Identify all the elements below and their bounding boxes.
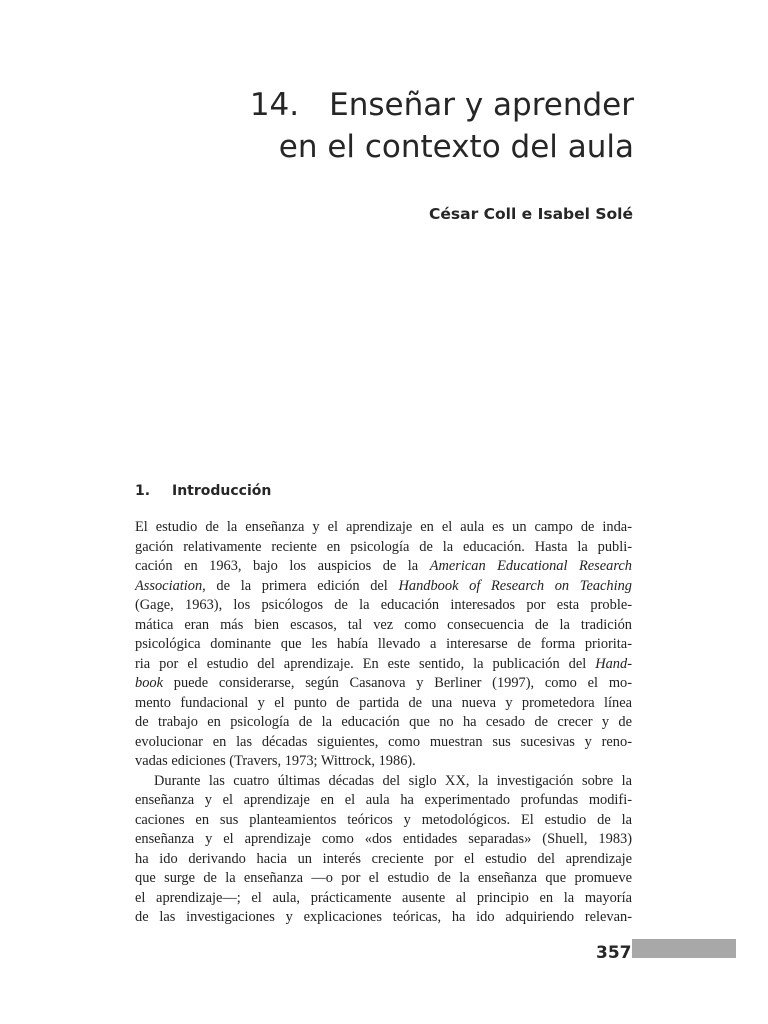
page-number: 357 xyxy=(596,943,632,963)
text-line xyxy=(135,908,632,928)
text-line xyxy=(135,733,632,753)
section-title: Introducción xyxy=(172,483,272,499)
text-line xyxy=(135,850,632,870)
text-line xyxy=(135,713,632,733)
italic-text: American Educational Research xyxy=(429,558,633,574)
chapter-authors: César Coll e Isabel Solé xyxy=(429,205,633,223)
text-run: (Gage, 1963), los psicólogos de la educación interesados por esta proble- xyxy=(135,597,632,613)
page-number-bar xyxy=(632,939,736,958)
text-run: de las investigaciones y explicaciones teóricas, ha ido adquiriendo relevan- xyxy=(135,909,632,925)
text-line xyxy=(135,889,632,909)
chapter-title xyxy=(134,84,634,168)
text-run: , de la primera edición del xyxy=(202,577,399,594)
italic-text: Association xyxy=(135,577,203,594)
text-run: enseñanza y el aprendizaje como «dos entidades separadas» (Shuell, 1983) xyxy=(135,831,632,847)
chapter-title-line-2: en el contexto del aula xyxy=(278,129,634,165)
paragraph-2 xyxy=(135,772,632,928)
text-run: el aprendizaje—; el aula, prácticamente ausente al principio en la mayoría xyxy=(135,889,632,906)
text-run: El estudio de la enseñanza y el aprendizaje en el aula es un campo de inda- xyxy=(135,519,632,535)
text-line xyxy=(135,791,632,811)
text-line xyxy=(135,694,632,714)
text-line xyxy=(135,577,632,597)
text-line xyxy=(135,811,632,831)
text-line xyxy=(135,674,632,694)
text-line xyxy=(135,752,632,772)
text-line xyxy=(135,635,632,655)
text-run: mento fundacional y el punto de partida de una nueva y prometedora línea xyxy=(135,694,632,711)
text-line xyxy=(135,616,632,636)
italic-text: book xyxy=(135,675,163,691)
text-line xyxy=(135,830,632,850)
chapter-title-text-1: Enseñar y aprender xyxy=(329,87,634,123)
italic-text: Handbook of Research on Teaching xyxy=(398,577,633,594)
chapter-title-line-1 xyxy=(134,84,634,126)
section-heading xyxy=(135,483,271,499)
text-line xyxy=(135,518,632,538)
text-run: cación en 1963, bajo los auspicios de la xyxy=(135,558,430,574)
text-run: mática eran más bien escasos, tal vez como consecuencia de la tradición xyxy=(135,616,632,633)
text-run: puede considerarse, según Casanova y Berliner (1997), como el mo- xyxy=(162,675,632,691)
text-line xyxy=(135,538,632,558)
text-line xyxy=(135,655,632,675)
text-run: caciones en sus planteamientos teóricos y metodológicos. El estudio de la xyxy=(135,811,632,828)
text-line xyxy=(135,596,632,616)
text-run: evolucionar en las décadas siguientes, como muestran sus sucesivas y reno- xyxy=(135,733,632,750)
body-text xyxy=(135,518,632,928)
text-run: ria por el estudio del aprendizaje. En este sentido, la publicación del xyxy=(135,655,596,672)
paragraph-1 xyxy=(135,518,632,772)
text-run: vadas ediciones (Travers, 1973; Wittrock, 1986). xyxy=(135,753,416,769)
text-run: enseñanza y el aprendizaje en el aula ha experimentado profundas modifi- xyxy=(135,792,632,808)
text-line xyxy=(135,557,632,577)
text-run: que surge de la enseñanza —o por el estudio de la enseñanza que promueve xyxy=(135,870,632,886)
chapter-number: 14. xyxy=(249,87,300,123)
text-run: psicológica dominante que les había llevado a interesarse de forma priorita- xyxy=(135,636,632,652)
text-line xyxy=(135,869,632,889)
text-run: gación relativamente reciente en psicología de la educación. Hasta la publi- xyxy=(135,538,632,555)
text-line xyxy=(135,772,632,792)
italic-text: Hand- xyxy=(595,655,632,672)
text-run: ha ido derivando hacia un interés creciente por el estudio del aprendizaje xyxy=(135,850,632,867)
text-run: de trabajo en psicología de la educación que no ha cesado de crecer y de xyxy=(135,714,632,730)
text-run: Durante las cuatro últimas décadas del siglo XX, la investigación sobre la xyxy=(154,772,632,789)
section-number: 1. xyxy=(135,483,151,499)
